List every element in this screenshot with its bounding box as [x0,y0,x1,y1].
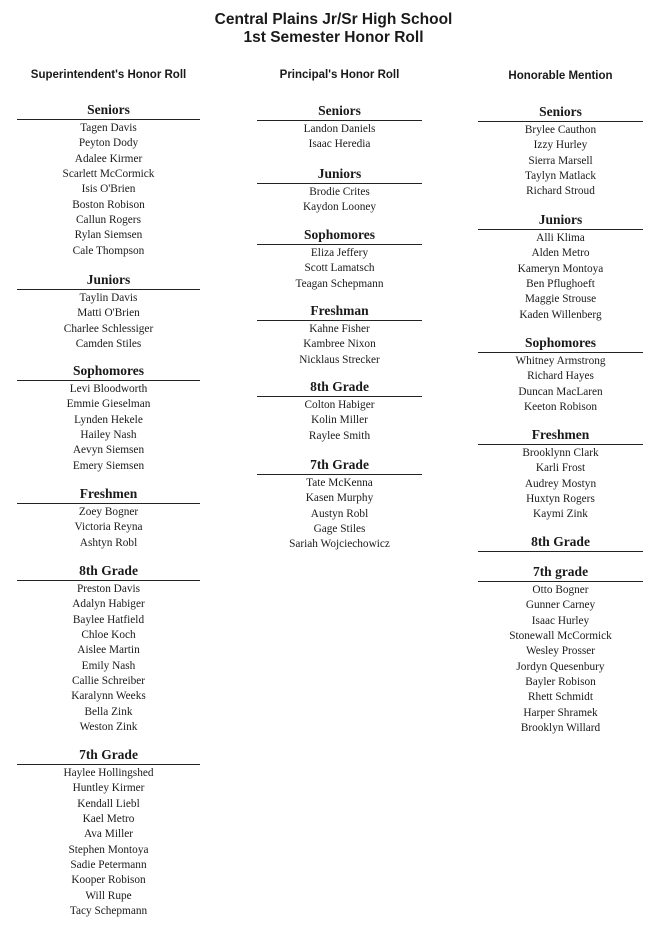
grade-section [257,166,422,216]
student-list [257,122,422,153]
student-name: Zoey Bogner [78,506,139,518]
section-heading: Freshmen [79,486,138,501]
student-name: Maggie Strouse [524,293,597,306]
column-title: Principal's Honor Roll [279,69,400,81]
section-underline [478,352,643,353]
student-name: Bayler Robison [525,676,596,689]
student-name: Otto Bogner [532,584,589,596]
student-name: Haylee Hollingshed [63,767,154,779]
student-name: Aislee Martin [77,644,140,657]
grade-section [478,564,643,736]
document-subtitle: 1st Semester Honor Roll [243,29,424,46]
student-name: Duncan MacLaren [518,385,603,398]
section-underline [478,581,643,582]
student-name: Rhett Schmidt [528,691,593,704]
section-underline [257,183,422,184]
section-underline [257,396,422,397]
section-heading: 8th Grade [79,563,138,578]
grade-section [17,563,200,735]
student-name: Rylan Siemsen [74,229,143,242]
student-list [17,382,200,474]
student-name: Boston Robison [72,198,145,211]
student-name: Ben Pflughoeft [526,278,595,291]
grade-section [17,102,200,259]
section-heading: Seniors [318,103,361,118]
student-list [17,121,200,259]
student-name: Levi Bloodworth [69,383,148,395]
student-name: Izzy Hurley [533,139,588,152]
section-underline [17,503,200,504]
student-name: Lynden Hekele [74,413,143,426]
student-name: Kaydon Looney [302,201,377,214]
student-name: Karalynn Weeks [71,690,146,703]
grade-section [478,335,643,415]
section-underline [17,119,200,120]
section-underline [17,764,200,765]
student-name: Emily Nash [81,659,136,672]
section-heading: 7th Grade [79,747,138,762]
student-name: Teagan Schepmann [295,277,384,290]
student-name: Camden Stiles [75,338,142,351]
grade-section [17,747,200,919]
student-name: Austyn Robl [310,507,369,520]
student-name: Matti O'Brien [77,307,140,320]
student-name: Kaden Willenberg [519,308,602,321]
grade-section [17,486,200,551]
section-underline [478,551,643,552]
student-name: Jordyn Quesenbury [516,660,605,673]
student-name: Ashtyn Robl [79,536,138,549]
student-name: Victoria Reyna [74,521,143,534]
student-list [17,291,200,352]
student-name: Richard Stroud [526,185,595,198]
student-name: Sierra Marsell [528,154,593,167]
student-list [478,231,643,323]
section-underline [17,289,200,290]
student-name: Callie Schreiber [71,675,146,688]
student-name: Huxtyn Rogers [526,493,595,506]
student-list [478,354,643,415]
student-name: Scott Lamatsch [304,262,375,275]
section-heading: Sophomores [524,335,596,350]
grade-section [17,272,200,352]
student-name: Keeton Robison [523,401,598,414]
grade-section [478,534,643,553]
student-name: Alli Klima [536,232,585,244]
student-name: Brylee Cauthon [524,124,597,136]
student-name: Emery Siemsen [72,459,145,472]
student-list [478,123,643,200]
student-name: Will Rupe [85,889,132,902]
student-name: Emmie Gieselman [66,398,151,411]
student-name: Tacy Schepmann [69,905,148,918]
student-list [17,766,200,919]
student-name: Adalyn Habiger [72,598,145,611]
student-name: Tate McKenna [306,477,373,489]
section-underline [17,380,200,381]
student-name: Harper Shramek [523,706,598,719]
column-title: Superintendent's Honor Roll [30,69,187,81]
section-heading: Freshmen [531,427,590,442]
section-underline [17,580,200,581]
student-name: Kolin Miller [311,414,368,427]
student-name: Preston Davis [76,583,141,595]
student-name: Eliza Jeffery [310,247,369,259]
student-name: Stonewall McCormick [509,630,612,643]
student-name: Kaymi Zink [533,508,588,521]
student-name: Wesley Prosser [525,645,596,658]
student-name: Tagen Davis [80,122,137,134]
grade-section [478,212,643,323]
section-heading: Seniors [87,102,130,117]
student-name: Adalee Kirmer [74,152,143,165]
grade-section [478,104,643,200]
student-list [257,476,422,553]
student-name: Whitney Armstrong [515,355,606,367]
student-name: Isis O'Brien [81,183,136,196]
grade-section [257,457,422,553]
section-underline [478,444,643,445]
section-heading: Seniors [539,104,582,119]
student-list [17,505,200,551]
student-list [257,322,422,368]
student-name: Brodie Crites [309,186,370,198]
section-underline [257,244,422,245]
student-name: Chloe Koch [81,629,136,642]
section-underline [478,229,643,230]
grade-section [17,363,200,474]
student-name: Cale Thompson [72,244,145,257]
student-list [257,398,422,444]
student-name: Sariah Wojciechowicz [289,538,390,551]
student-name: Hailey Nash [80,429,137,442]
section-heading: 7th grade [532,564,589,579]
student-name: Raylee Smith [308,429,371,442]
section-heading: Freshman [310,303,369,318]
section-underline [257,120,422,121]
student-name: Richard Hayes [527,370,594,383]
student-list [257,246,422,292]
section-heading: Juniors [86,272,131,287]
student-name: Ava Miller [83,828,134,841]
student-name: Stephen Montoya [68,843,149,856]
grade-section [257,103,422,153]
section-heading: 8th Grade [531,534,590,549]
student-name: Nicklaus Strecker [299,353,380,366]
student-name: Landon Daniels [303,123,376,135]
section-heading: 7th Grade [310,457,369,472]
school-title: Central Plains Jr/Sr High School [214,11,453,28]
student-name: Taylin Davis [79,292,138,304]
student-name: Taylyn Matlack [524,170,597,183]
student-list [17,582,200,735]
student-name: Gage Stiles [313,523,366,536]
student-name: Gunner Carney [525,599,596,612]
student-name: Sadie Petermann [70,859,147,872]
section-heading: Sophomores [72,363,144,378]
section-heading: Juniors [538,212,583,227]
student-name: Bella Zink [84,705,133,718]
student-name: Brooklynn Clark [522,447,599,459]
section-underline [478,121,643,122]
student-name: Scarlett McCormick [62,168,155,181]
student-list [478,583,643,736]
student-name: Charlee Schlessiger [63,322,154,335]
student-name: Alden Metro [531,247,590,260]
student-name: Karli Frost [535,462,586,475]
student-name: Isaac Heredia [308,138,371,151]
student-name: Kameryn Montoya [517,262,604,275]
student-name: Baylee Hatfield [72,613,145,626]
student-name: Kael Metro [82,813,135,826]
student-name: Kambree Nixon [303,338,376,351]
section-underline [257,320,422,321]
section-heading: Sophomores [303,227,375,242]
student-name: Audrey Mostyn [524,477,597,490]
grade-section [257,303,422,368]
student-name: Callun Rogers [76,214,141,227]
grade-section [257,227,422,292]
student-name: Kendall Liebl [77,797,140,810]
student-name: Colton Habiger [304,399,375,411]
student-name: Isaac Hurley [531,614,590,627]
student-name: Weston Zink [79,721,138,734]
student-name: Kasen Murphy [305,492,374,505]
section-heading: Juniors [317,166,362,181]
student-name: Huntley Kirmer [72,782,145,795]
column-title: Honorable Mention [508,70,613,82]
student-name: Kooper Robison [71,874,146,887]
student-name: Peyton Dody [78,137,139,150]
section-heading: 8th Grade [310,379,369,394]
student-name: Kahne Fisher [309,323,370,335]
section-underline [257,474,422,475]
student-list [478,446,643,523]
student-name: Brooklyn Willard [520,722,601,735]
grade-section [257,379,422,444]
student-list [257,185,422,216]
student-name: Aevyn Siemsen [72,444,145,457]
grade-section [478,427,643,523]
